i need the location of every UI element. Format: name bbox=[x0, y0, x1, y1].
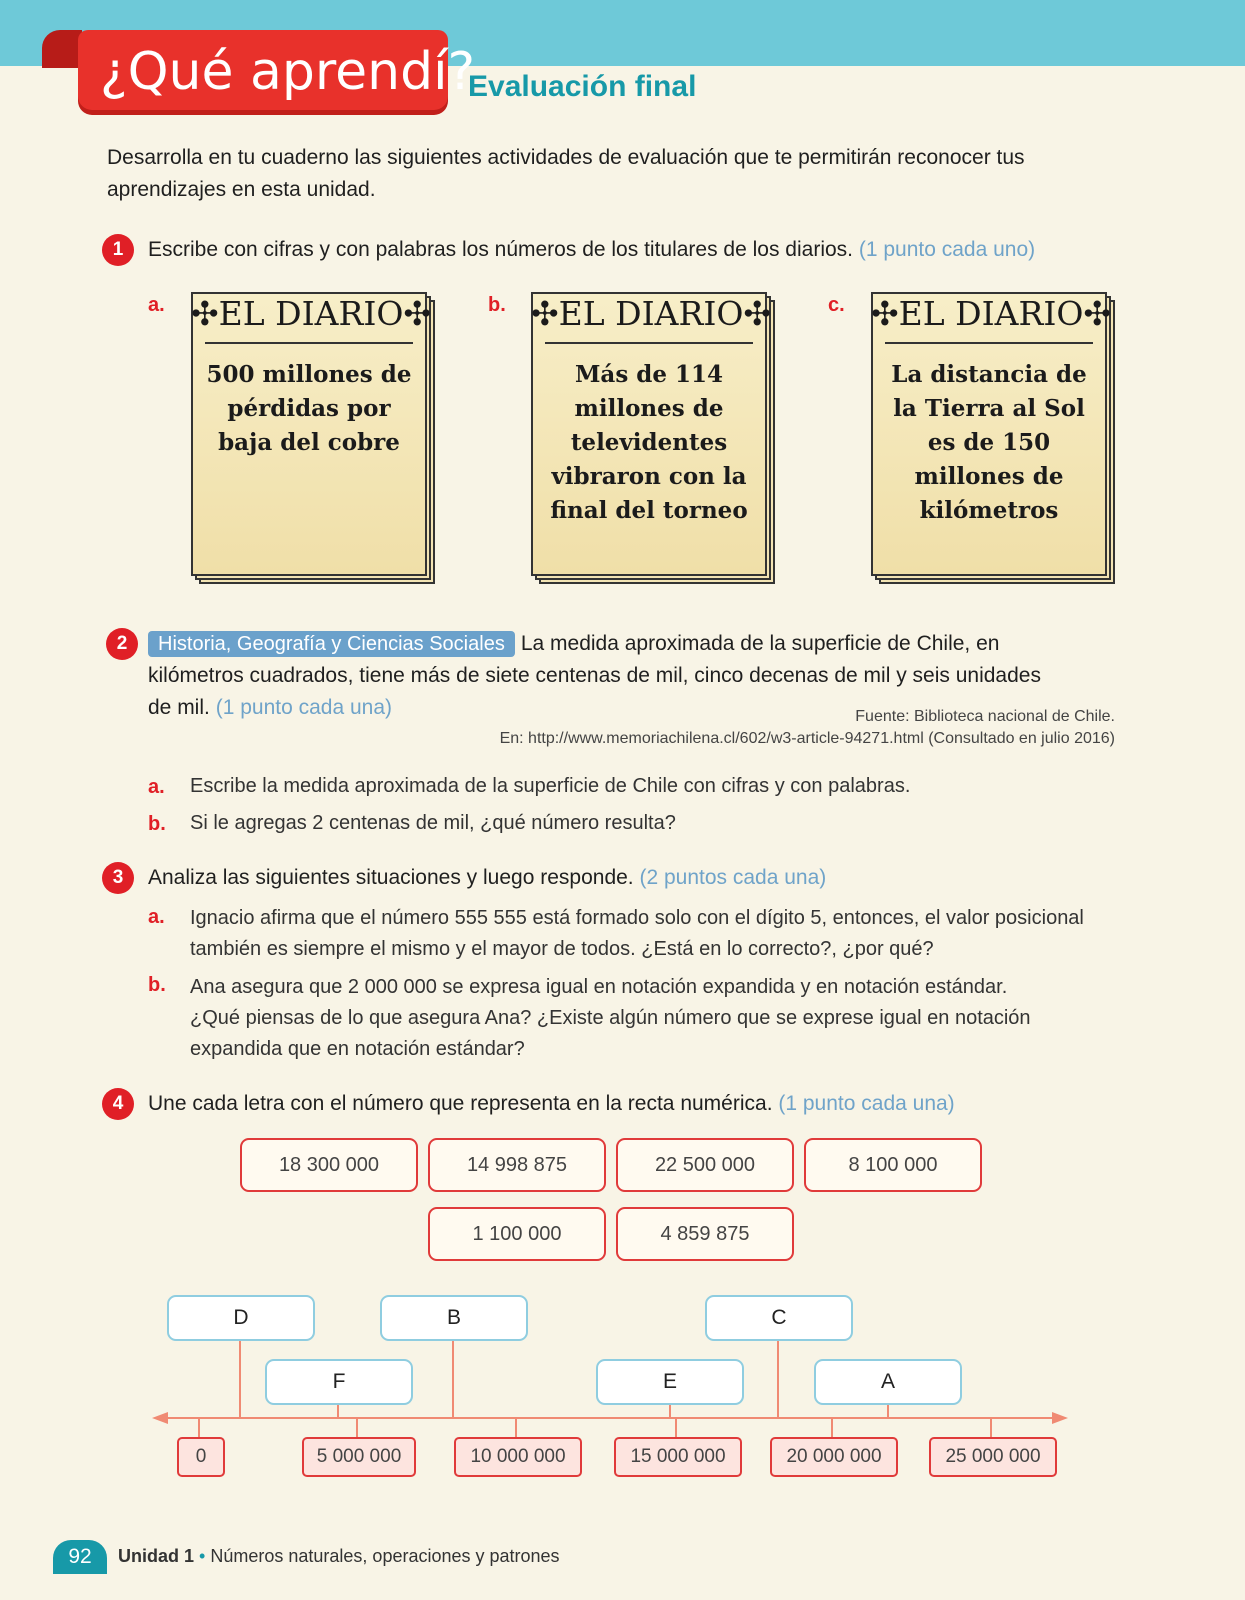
page-title: ¿Qué aprendí? bbox=[100, 42, 476, 102]
newspaper-masthead: ✣EL DIARIO✣ bbox=[531, 294, 772, 333]
question-3-statement: Analiza las siguientes situaciones y luego responde. bbox=[148, 866, 634, 889]
newspaper-headline: La distancia de la Tierra al Sol es de 150 millones de kilómetros bbox=[891, 361, 1087, 524]
label-box-B: B bbox=[380, 1295, 528, 1341]
subject-tag: Historia, Geografía y Ciencias Sociales bbox=[148, 631, 515, 657]
question-1-statement: Escribe con cifras y con palabras los números de los titulares de los diarios. bbox=[148, 238, 853, 261]
footer-bullet: • bbox=[199, 1546, 206, 1566]
q3-item-a-line-1: Ignacio afirma que el número 555 555 está formado solo con el dígito 5, entonces, el valor posicional bbox=[190, 907, 1084, 929]
arrow-right-icon bbox=[1052, 1412, 1068, 1424]
number-option: 4 859 875 bbox=[616, 1207, 794, 1261]
question-3-points: (2 puntos cada una) bbox=[639, 866, 827, 889]
q3-item-a-letter: a. bbox=[148, 906, 165, 928]
q2-item-b-letter: b. bbox=[148, 813, 166, 835]
question-1-points: (1 punto cada uno) bbox=[858, 238, 1036, 261]
newspaper-headline: 500 millones de pérdidas por baja del cobre bbox=[206, 361, 412, 456]
question-4-statement: Une cada letra con el número que representa en la recta numérica. bbox=[148, 1092, 773, 1115]
tick-label: 25 000 000 bbox=[929, 1437, 1057, 1477]
footer-title: Números naturales, operaciones y patrones bbox=[210, 1546, 560, 1566]
number-option: 14 998 875 bbox=[428, 1138, 606, 1192]
question-2-number: 2 bbox=[106, 628, 138, 660]
tick-label: 0 bbox=[177, 1437, 225, 1477]
footer-text bbox=[118, 1546, 560, 1567]
label-box-C: C bbox=[705, 1295, 853, 1341]
question-4-points: (1 punto cada una) bbox=[778, 1092, 955, 1115]
label-box-A: A bbox=[814, 1359, 962, 1405]
number-option: 22 500 000 bbox=[616, 1138, 794, 1192]
label-box-F: F bbox=[265, 1359, 413, 1405]
footer-unit: Unidad 1 bbox=[118, 1546, 195, 1566]
newspaper-masthead: ✣EL DIARIO✣ bbox=[191, 294, 432, 333]
tick-label: 5 000 000 bbox=[302, 1437, 416, 1477]
source-line-1: Fuente: Biblioteca nacional de Chile. bbox=[855, 708, 1115, 725]
question-2-line-2: kilómetros cuadrados, tiene más de siete centenas de mil, cinco decenas de mil y seis unidades bbox=[148, 664, 1041, 687]
number-option: 1 100 000 bbox=[428, 1207, 606, 1261]
question-4-number: 4 bbox=[102, 1088, 134, 1120]
intro-text: Desarrolla en tu cuaderno las siguientes actividades de evaluación que te permitirán reconocer tus aprendizajes en esta unidad. bbox=[107, 146, 1025, 201]
label-box-E: E bbox=[596, 1359, 744, 1405]
q3-item-b-line-3: expandida que en notación estándar? bbox=[190, 1038, 525, 1060]
q3-item-a-line-2: también es siempre el mismo y el mayor de todos. ¿Está en lo correcto?, ¿por qué? bbox=[190, 938, 934, 960]
q2-item-a-letter: a. bbox=[148, 776, 165, 798]
q2-item-b-text: Si le agregas 2 centenas de mil, ¿qué número resulta? bbox=[190, 812, 676, 834]
question-1-number: 1 bbox=[102, 234, 134, 266]
newspaper-masthead: ✣EL DIARIO✣ bbox=[871, 294, 1112, 333]
q3-item-b-letter: b. bbox=[148, 974, 166, 996]
q2-item-a-text: Escribe la medida aproximada de la superficie de Chile con cifras y con palabras. bbox=[190, 775, 911, 797]
page-number: 92 bbox=[53, 1540, 107, 1574]
question-2-text-3: de mil. bbox=[148, 696, 210, 719]
arrow-left-icon bbox=[152, 1412, 168, 1424]
label-box-D: D bbox=[167, 1295, 315, 1341]
paper-a-letter: a. bbox=[148, 294, 165, 316]
source-line-2: En: http://www.memoriachilena.cl/602/w3-article-94271.html (Consultado en julio 2016) bbox=[499, 730, 1115, 747]
question-2-text-1: La medida aproximada de la superficie de Chile, en bbox=[520, 632, 1000, 655]
q3-item-b-line-2: ¿Qué piensas de lo que asegura Ana? ¿Existe algún número que se exprese igual en notación bbox=[190, 1007, 1031, 1029]
tick-label: 10 000 000 bbox=[454, 1437, 582, 1477]
question-3-number: 3 bbox=[102, 862, 134, 894]
number-option: 8 100 000 bbox=[804, 1138, 982, 1192]
tick-label: 20 000 000 bbox=[770, 1437, 898, 1477]
number-option: 18 300 000 bbox=[240, 1138, 418, 1192]
q3-item-b-line-1: Ana asegura que 2 000 000 se expresa igual en notación expandida y en notación estándar. bbox=[190, 976, 1008, 998]
tick-label: 15 000 000 bbox=[614, 1437, 742, 1477]
paper-c-letter: c. bbox=[828, 294, 845, 316]
question-2-points: (1 punto cada una) bbox=[215, 696, 392, 719]
page-subtitle: Evaluación final bbox=[468, 70, 697, 103]
newspaper-headline: Más de 114 millones de televidentes vibraron con la final del torneo bbox=[550, 361, 748, 524]
paper-b-letter: b. bbox=[488, 294, 506, 316]
